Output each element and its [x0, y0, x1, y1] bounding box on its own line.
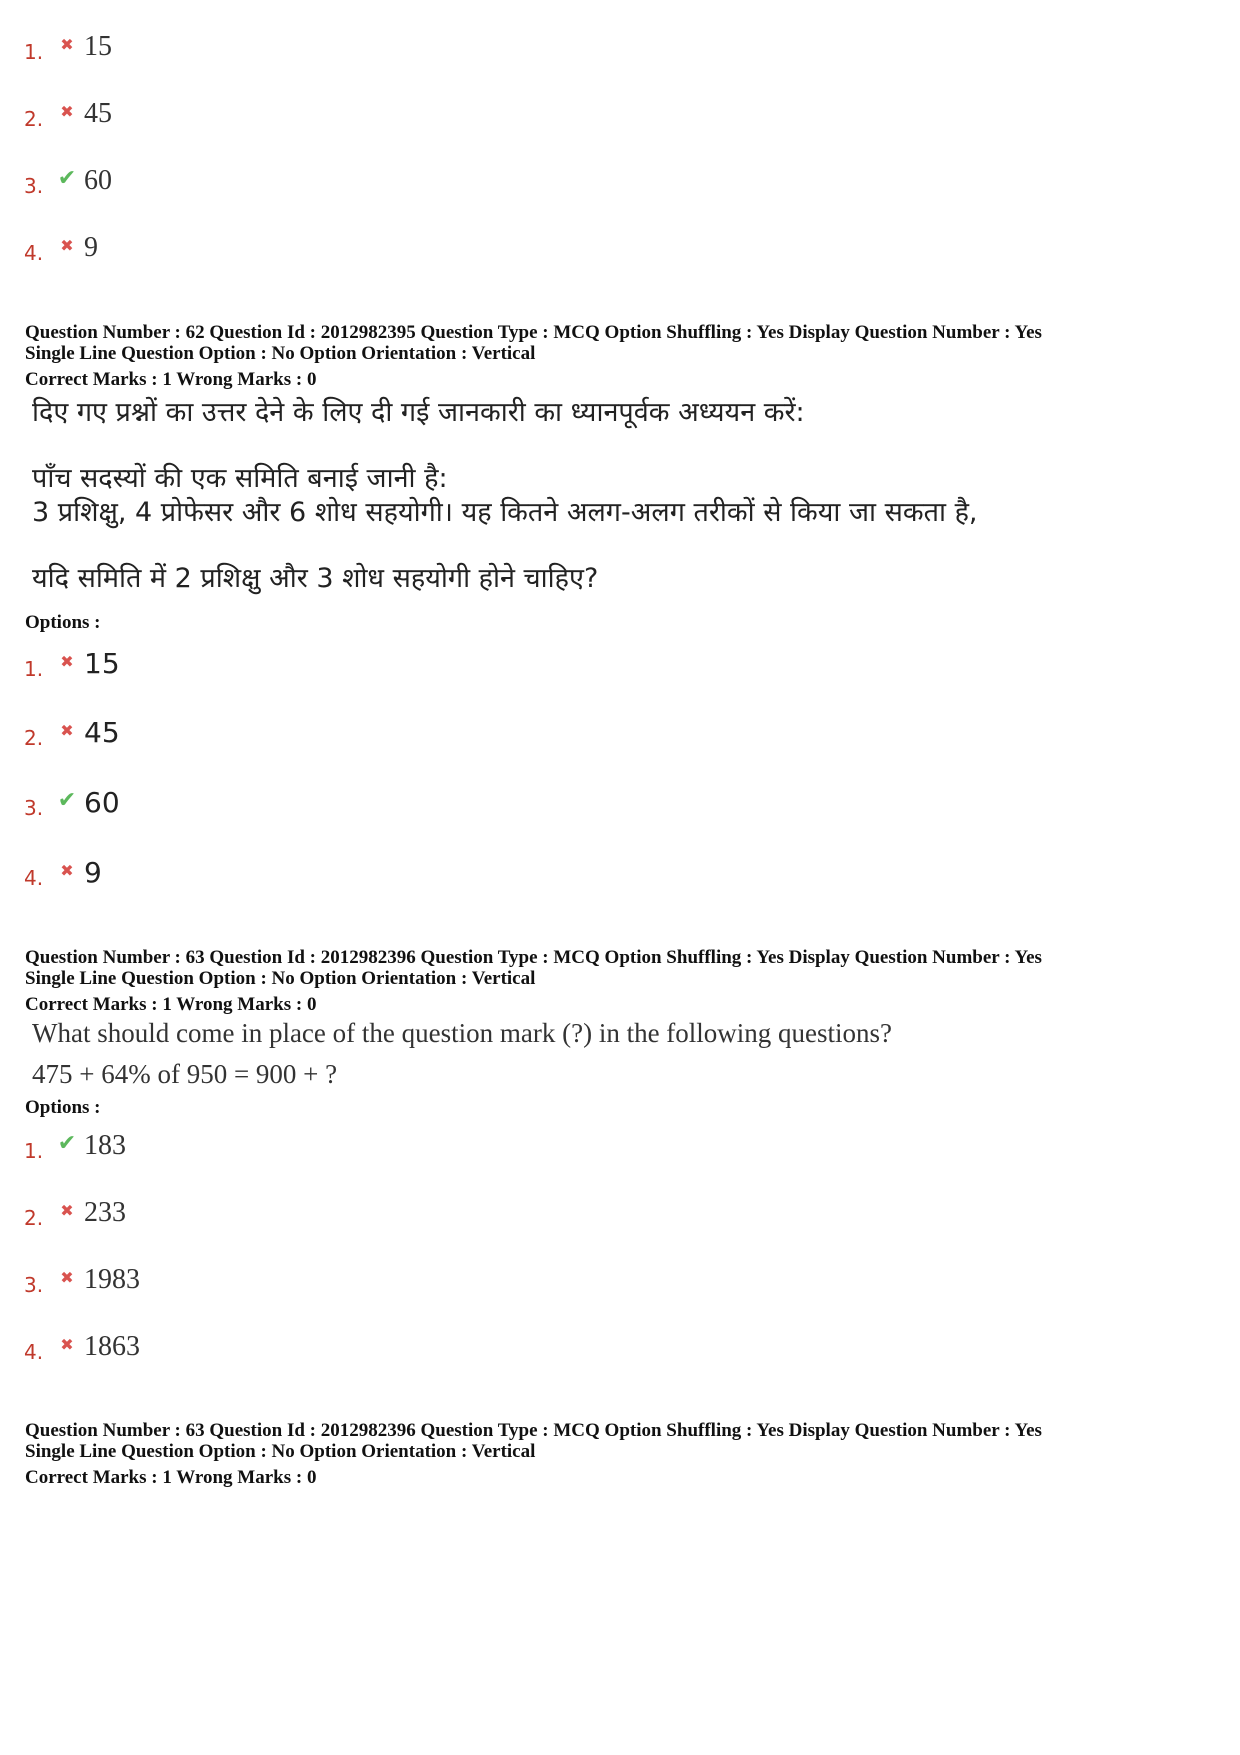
question-text-line: 3 प्रशिक्षु, 4 प्रोफेसर और 6 शोध सहयोगी। यह कितने अलग-अलग तरीकों से किया जा सकता है,: [32, 497, 978, 528]
option-value: 45: [84, 98, 112, 129]
question-meta-63: [25, 947, 1225, 1015]
question-text-line: दिए गए प्रश्नों का उत्तर देने के लिए दी गई जानकारी का ध्यानपूर्वक अध्ययन करें:: [32, 397, 805, 428]
question-meta-line: Single Line Question Option : No Option Orientation : Vertical: [25, 343, 536, 364]
option-number: 2.: [24, 726, 44, 750]
option-number: 1.: [24, 40, 44, 64]
option-number: 3.: [24, 174, 44, 198]
option-row: [24, 848, 102, 888]
option-number: 2.: [24, 1206, 44, 1230]
option-number: 1.: [24, 657, 44, 681]
option-value: 9: [84, 856, 102, 889]
option-number: 3.: [24, 1273, 44, 1297]
question-text-line: यदि समिति में 2 प्रशिक्षु और 3 शोध सहयोगी होने चाहिए?: [32, 563, 599, 594]
option-row: [24, 22, 112, 62]
option-value: 15: [84, 647, 120, 680]
cross-icon: ✖: [60, 236, 74, 255]
option-number: 4.: [24, 866, 44, 890]
marks-line: Correct Marks : 1 Wrong Marks : 0: [25, 994, 317, 1015]
cross-icon: ✖: [60, 102, 74, 121]
option-row: [24, 1255, 140, 1295]
option-row: [24, 639, 120, 679]
options-label: Options :: [25, 612, 101, 633]
option-row: [24, 223, 98, 263]
option-value: 1983: [84, 1264, 140, 1295]
question-meta-63-repeat: [25, 1420, 1225, 1488]
option-row: [24, 708, 120, 748]
cross-icon: ✖: [60, 721, 74, 740]
cross-icon: ✖: [60, 1201, 74, 1220]
option-value: 15: [84, 31, 112, 62]
question-text-line: 475 + 64% of 950 = 900 + ?: [32, 1059, 338, 1089]
cross-icon: ✖: [60, 652, 74, 671]
option-number: 3.: [24, 796, 44, 820]
marks-line: Correct Marks : 1 Wrong Marks : 0: [25, 369, 317, 390]
marks-line: Correct Marks : 1 Wrong Marks : 0: [25, 1467, 317, 1488]
question-text-line: What should come in place of the question mark (?) in the following questions?: [32, 1018, 893, 1048]
option-row: [24, 778, 120, 818]
question-meta-62: [25, 322, 1225, 390]
check-icon: ✔: [57, 788, 77, 813]
option-value: 9: [84, 232, 98, 263]
cross-icon: ✖: [60, 861, 74, 880]
check-icon: ✔: [57, 166, 77, 191]
question-text-line: पाँच सदस्यों की एक समिति बनाई जानी है:: [32, 463, 448, 494]
option-value: 233: [84, 1197, 126, 1228]
cross-icon: ✖: [60, 1335, 74, 1354]
option-number: 1.: [24, 1139, 44, 1163]
option-number: 2.: [24, 107, 44, 131]
cross-icon: ✖: [60, 1268, 74, 1287]
question-meta-line: Single Line Question Option : No Option Orientation : Vertical: [25, 1441, 536, 1462]
question-meta-line: Question Number : 62 Question Id : 2012982395 Question Type : MCQ Option Shuffling : Yes Display Question Number : Yes: [25, 322, 1042, 343]
option-row: [24, 1121, 126, 1161]
option-value: 60: [84, 786, 120, 819]
option-value: 45: [84, 716, 120, 749]
question-meta-line: Question Number : 63 Question Id : 2012982396 Question Type : MCQ Option Shuffling : Yes Display Question Number : Yes: [25, 947, 1042, 968]
option-value: 60: [84, 165, 112, 196]
option-value: 183: [84, 1130, 126, 1161]
options-label: Options :: [25, 1097, 101, 1118]
option-number: 4.: [24, 241, 44, 265]
question-meta-line: Single Line Question Option : No Option Orientation : Vertical: [25, 968, 536, 989]
option-value: 1863: [84, 1331, 140, 1362]
option-row: [24, 1322, 140, 1362]
option-row: [24, 89, 112, 129]
option-row: [24, 1188, 126, 1228]
option-number: 4.: [24, 1340, 44, 1364]
check-icon: ✔: [57, 1131, 77, 1156]
cross-icon: ✖: [60, 35, 74, 54]
option-row: [24, 156, 112, 196]
question-meta-line: Question Number : 63 Question Id : 2012982396 Question Type : MCQ Option Shuffling : Yes Display Question Number : Yes: [25, 1420, 1042, 1441]
